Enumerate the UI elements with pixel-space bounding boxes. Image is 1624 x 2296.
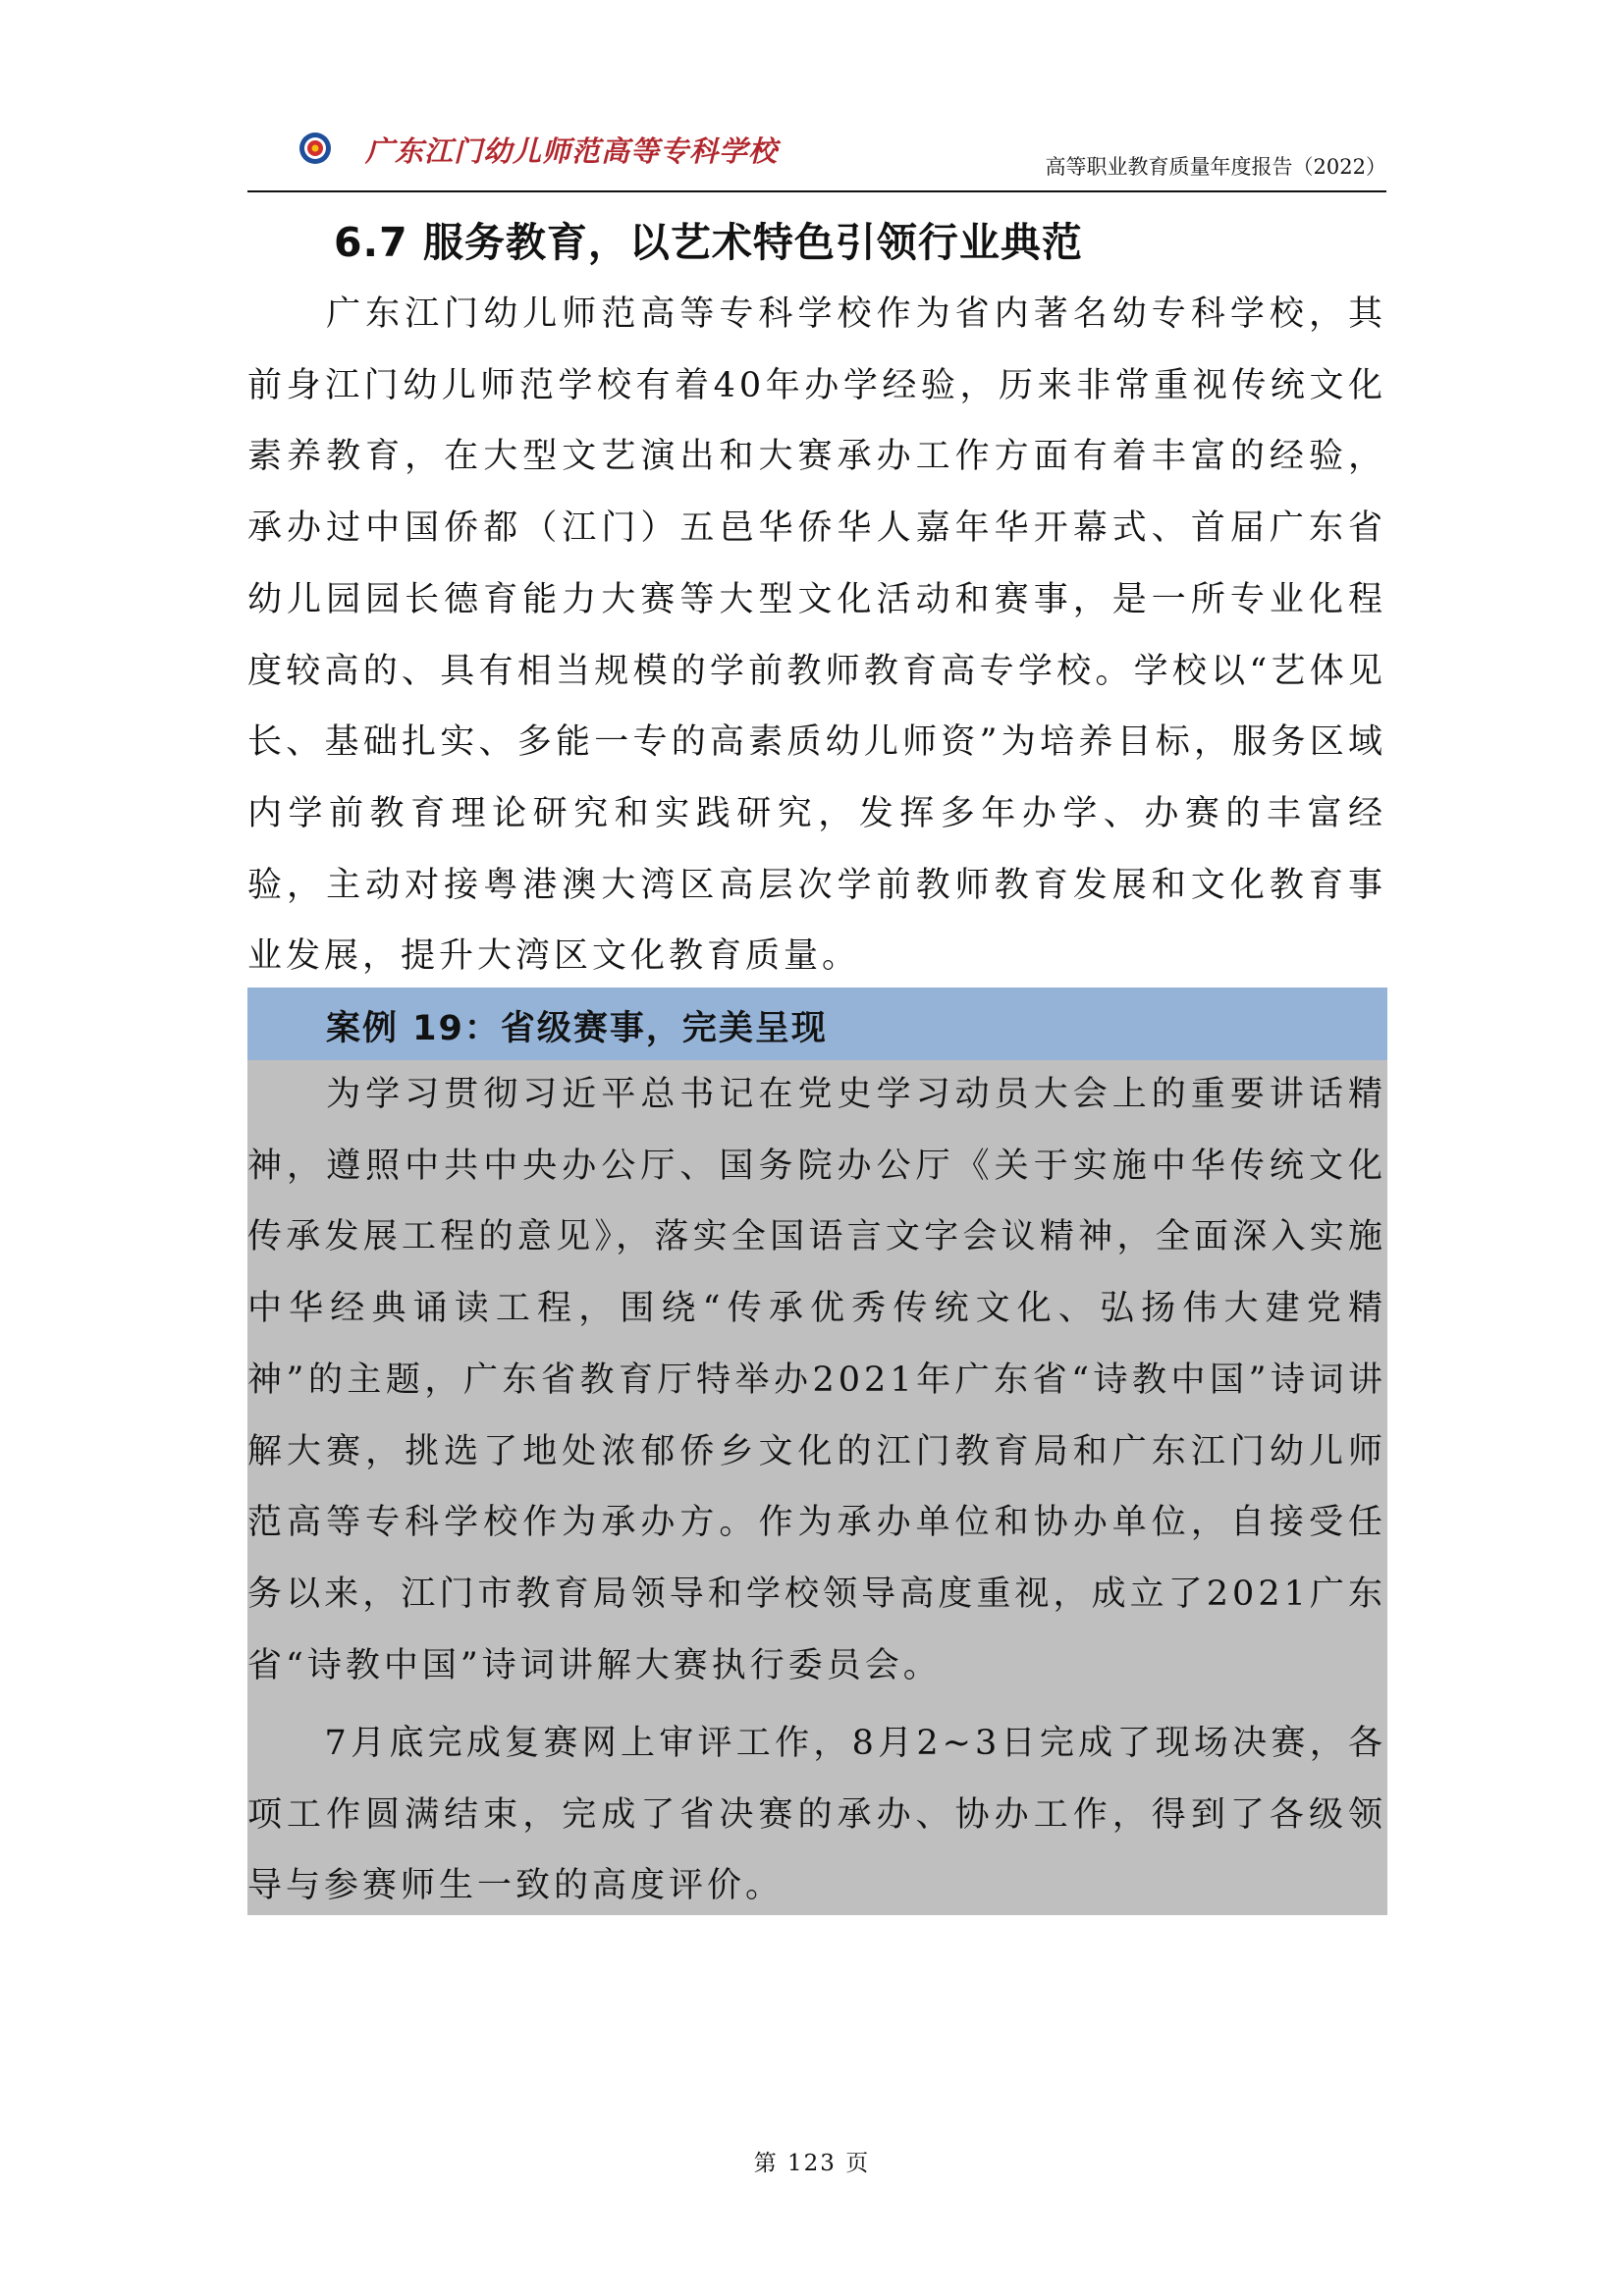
intro-paragraph: 广东江门幼儿师范高等专科学校作为省内著名幼专科学校，其前身江门幼儿师范学校有着40年办学经验，历来非常重视传统文化素养教育，在大型文艺演出和大赛承办工作方面有着丰富的经验，承办过中国侨都（江门）五邑华侨华人嘉年华开幕式、首届广东省幼儿园园长德育能力大赛等大型文化活动和赛事，是一所专业化程度较高的、具有相当规模的学前教师教育高专学校。学校以“艺体见长、基础扎实、多能一专的高素质幼儿师资”为培养目标，服务区域内学前教育理论研究和实践研究，发挥多年办学、办赛的丰富经验，主动对接粤港澳大湾区高层次学前教师教育发展和文化教育事业发展，提升大湾区文化教育质量。 <box>247 294 1386 977</box>
school-emblem-icon <box>298 132 332 165</box>
report-title: 高等职业教育质量年度报告（2022） <box>1045 155 1386 179</box>
header-divider <box>247 190 1386 192</box>
school-logo-text: 广东江门幼儿师范高等专科学校 <box>365 134 779 168</box>
case-paragraph-1: 为学习贯彻习近平总书记在党史学习动员大会上的重要讲话精神，遵照中共中央办公厅、国务院办公厅《关于实施中华传统文化传承发展工程的意见》，落实全国语言文字会议精神，全面深入实施中华经典诵读工程，围绕“传承优秀传统文化、弘扬伟大建党精神”的主题，广东省教育厅特举办2021年广东省“诗教中国”诗词讲解大赛，挑选了地处浓郁侨乡文化的江门教育局和广东江门幼儿师范高等专科学校作为承办方。作为承办单位和协办单位，自接受任务以来，江门市教育局领导和学校领导高度重视，成立了2021广东省“诗教中国”诗词讲解大赛执行委员会。 <box>247 1075 1386 1685</box>
page-header <box>247 116 1386 194</box>
case-paragraph-2: 7月底完成复赛网上审评工作，8月2~3日完成了现场决赛，各项工作圆满结束，完成了省决赛的承办、协办工作，得到了各级领导与参赛师生一致的高度评价。 <box>247 1724 1386 1906</box>
case-title: 案例 19：省级赛事，完美呈现 <box>326 1009 828 1048</box>
section-title: 6.7 服务教育，以艺术特色引领行业典范 <box>334 219 1083 266</box>
page-number: 第 123 页 <box>753 2151 871 2176</box>
case-title-bar <box>247 988 1387 1060</box>
